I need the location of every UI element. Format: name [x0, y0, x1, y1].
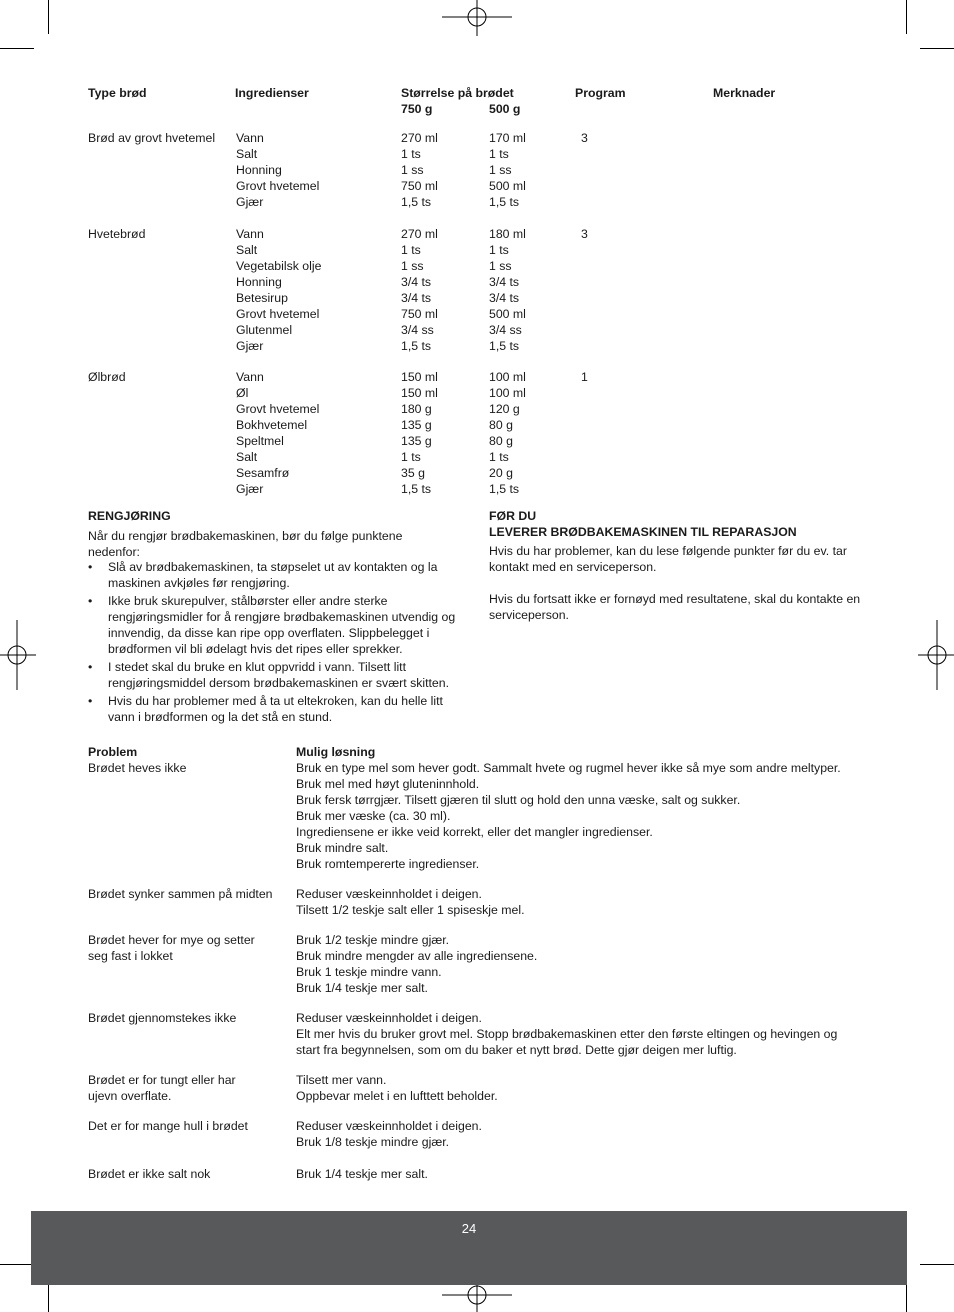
amount-500: 20 g: [489, 466, 513, 480]
amount-500: 80 g: [489, 418, 513, 432]
repair-paragraph-2: Hvis du fortsatt ikke er fornøyd med resultatene, skal du kontakte en serviceperson.: [489, 592, 861, 622]
ingredient-name: Glutenmel: [236, 323, 293, 337]
ingredient-name: Vann: [236, 227, 264, 241]
amount-500: 80 g: [489, 434, 513, 448]
header-program: Program: [575, 86, 626, 100]
problem-text: Brødet gjennomstekes ikke: [88, 1011, 237, 1025]
recipe-name: Ølbrød: [88, 370, 126, 384]
ingredient-name: Honning: [236, 163, 282, 177]
amount-500: 100 ml: [489, 370, 526, 384]
solution-text: Bruk 1/8 teskje mindre gjær.: [296, 1135, 450, 1149]
amount-750: 1 ss: [401, 163, 424, 177]
amount-500: 1 ss: [489, 163, 512, 177]
amount-500: 500 ml: [489, 179, 526, 193]
problem-text: seg fast i lokket: [88, 949, 173, 963]
cleaning-bullet: • Ikke bruk skurepulver, stålbørster eller andre sterke rengjøringsmidler for å rengjøre brødbakemaskinen utvendig og innvendig, da disse kan ripe opp overflaten. Slippbelegget i brødformen vil bli ødelagt hvis det ripes eller sprekker.: [88, 593, 466, 657]
solution-text: Elt mer hvis du bruker grovt mel. Stopp brødbakemaskinen etter den første eltingen og hevingen og: [296, 1027, 838, 1041]
ingredient-name: Honning: [236, 275, 282, 289]
cleaning-bullet: • Hvis du har problemer med å ta ut eltekroken, kan du helle litt vann i brødformen og la det stå en stund.: [88, 693, 466, 725]
cleaning-bullet-list: [88, 559, 466, 727]
ingredient-name: Salt: [236, 147, 258, 161]
amount-750: 150 ml: [401, 370, 438, 384]
cleaning-bullet: • I stedet skal du bruke en klut oppvridd i vann. Tilsett litt rengjøringsmiddel dersom brødbakemaskinen er svært skitten.: [88, 659, 466, 691]
solution-text: Bruk mel med høyt gluteninnhold.: [296, 777, 480, 791]
header-notes: Merknader: [713, 86, 776, 100]
amount-500: 100 ml: [489, 386, 526, 400]
amount-750: 270 ml: [401, 131, 438, 145]
ingredient-name: Sesamfrø: [236, 466, 290, 480]
cleaning-intro: Når du rengjør brødbakemaskinen, bør du følge punktene nedenfor:: [88, 529, 403, 559]
amount-500: 1,5 ts: [489, 195, 520, 209]
amount-750: 3/4 ss: [401, 323, 434, 337]
amount-750: 1,5 ts: [401, 195, 432, 209]
amount-750: 3/4 ts: [401, 275, 432, 289]
problem-text: Brødet er ikke salt nok: [88, 1167, 211, 1181]
ingredient-name: Grovt hvetemel: [236, 307, 320, 321]
repair-paragraph-1: Hvis du har problemer, kan du lese følgende punkter før du ev. tar kontakt med en serviceperson.: [489, 544, 847, 574]
crop-mark: [906, 0, 907, 34]
ingredient-name: Vann: [236, 370, 264, 384]
amount-500: 1 ss: [489, 259, 512, 273]
crop-mark: [48, 0, 49, 34]
solution-text: Bruk romtempererte ingredienser.: [296, 857, 480, 871]
solution-text: Tilsett 1/2 teskje salt eller 1 spiseskje mel.: [296, 903, 525, 917]
problem-text: Brødet hever for mye og setter: [88, 933, 255, 947]
solution-text: start fra begynnelsen, som om du baker et nytt brød. Dette gjør deigen mer luftig.: [296, 1043, 737, 1057]
amount-500: 500 ml: [489, 307, 526, 321]
recipe-name: Brød av grovt hvetemel: [88, 131, 216, 145]
recipe-name: Hvetebrød: [88, 227, 146, 241]
solution-text: Bruk 1/4 teskje mer salt.: [296, 981, 428, 995]
ingredient-name: Gjær: [236, 195, 264, 209]
header-solution: Mulig løsning: [296, 745, 376, 759]
solution-text: Bruk fersk tørrgjær. Tilsett gjæren til slutt og hold den unna væske, salt og sukker.: [296, 793, 741, 807]
solution-text: Bruk 1 teskje mindre vann.: [296, 965, 442, 979]
amount-500: 3/4 ts: [489, 291, 520, 305]
ingredient-name: Salt: [236, 450, 258, 464]
crop-mark: [920, 48, 954, 49]
amount-750: 750 ml: [401, 307, 438, 321]
crop-mark: [0, 1264, 34, 1265]
ingredient-name: Gjær: [236, 482, 264, 496]
amount-500: 170 ml: [489, 131, 526, 145]
amount-750: 1 ts: [401, 243, 421, 257]
crop-mark: [0, 48, 34, 49]
solution-text: Reduser væskeinnholdet i deigen.: [296, 1119, 482, 1133]
amount-750: 3/4 ts: [401, 291, 432, 305]
amount-750: 1 ts: [401, 450, 421, 464]
amount-750: 135 g: [401, 434, 432, 448]
problem-text: Brødet synker sammen på midten: [88, 887, 273, 901]
solution-text: Reduser væskeinnholdet i deigen.: [296, 887, 482, 901]
cleaning-heading: RENGJØRING: [88, 509, 171, 523]
registration-mark-icon: [918, 620, 954, 690]
header-size-750: 750 g: [401, 102, 433, 116]
registration-mark-icon: [0, 620, 36, 690]
amount-500: 1,5 ts: [489, 482, 520, 496]
recipe-program: 3: [581, 131, 588, 145]
solution-text: Tilsett mer vann.: [296, 1073, 387, 1087]
recipe-program: 1: [581, 370, 588, 384]
amount-750: 150 ml: [401, 386, 438, 400]
solution-text: Bruk mer væske (ca. 30 ml).: [296, 809, 451, 823]
ingredient-name: Bokhvetemel: [236, 418, 308, 432]
ingredient-name: Betesirup: [236, 291, 288, 305]
amount-750: 750 ml: [401, 179, 438, 193]
amount-750: 1,5 ts: [401, 339, 432, 353]
ingredient-name: Grovt hvetemel: [236, 179, 320, 193]
solution-text: Bruk mindre mengder av alle ingrediensene.: [296, 949, 538, 963]
ingredient-name: Salt: [236, 243, 258, 257]
cleaning-bullet: • Slå av brødbakemaskinen, ta støpselet ut av kontakten og la maskinen avkjøles før rengjøring.: [88, 559, 466, 591]
amount-500: 3/4 ss: [489, 323, 522, 337]
solution-text: Bruk 1/4 teskje mer salt.: [296, 1167, 428, 1181]
solution-text: Ingrediensene er ikke veid korrekt, eller det mangler ingredienser.: [296, 825, 653, 839]
page-number: 24: [461, 1221, 477, 1236]
header-size-500: 500 g: [489, 102, 521, 116]
solution-text: Reduser væskeinnholdet i deigen.: [296, 1011, 482, 1025]
header-size: Størrelse på brødet: [401, 86, 514, 100]
amount-750: 35 g: [401, 466, 425, 480]
solution-text: Oppbevar melet i en lufttett beholder.: [296, 1089, 498, 1103]
amount-750: 135 g: [401, 418, 432, 432]
amount-750: 270 ml: [401, 227, 438, 241]
recipe-program: 3: [581, 227, 588, 241]
problem-text: Det er for mange hull i brødet: [88, 1119, 248, 1133]
problem-text: Brødet er for tungt eller har: [88, 1073, 236, 1087]
amount-500: 180 ml: [489, 227, 526, 241]
solution-text: Bruk mindre salt.: [296, 841, 389, 855]
ingredient-name: Vegetabilsk olje: [236, 259, 322, 273]
amount-500: 3/4 ts: [489, 275, 520, 289]
ingredient-name: Øl: [236, 386, 249, 400]
amount-500: 1 ts: [489, 147, 509, 161]
amount-500: 1 ts: [489, 450, 509, 464]
ingredient-name: Vann: [236, 131, 264, 145]
problem-text: ujevn overflate.: [88, 1089, 172, 1103]
footer-bar: [31, 1211, 907, 1285]
amount-500: 1 ts: [489, 243, 509, 257]
repair-heading-line1: FØR DU: [489, 509, 537, 523]
amount-500: 1,5 ts: [489, 339, 520, 353]
amount-750: 1 ss: [401, 259, 424, 273]
header-type: Type brød: [88, 86, 147, 100]
amount-750: 1,5 ts: [401, 482, 432, 496]
solution-text: Bruk 1/2 teskje mindre gjær.: [296, 933, 450, 947]
solution-text: Bruk en type mel som hever godt. Sammalt hvete og rugmel hever ikke så mye som andre meltyper.: [296, 761, 841, 775]
header-ingredients: Ingredienser: [235, 86, 309, 100]
amount-750: 180 g: [401, 402, 432, 416]
ingredient-name: Grovt hvetemel: [236, 402, 320, 416]
registration-mark-icon: [442, 0, 512, 36]
ingredient-name: Speltmel: [236, 434, 284, 448]
crop-mark: [920, 1264, 954, 1265]
ingredient-name: Gjær: [236, 339, 264, 353]
header-problem: Problem: [88, 745, 138, 759]
amount-500: 120 g: [489, 402, 520, 416]
repair-heading-line2: LEVERER BRØDBAKEMASKINEN TIL REPARASJON: [489, 525, 797, 539]
amount-750: 1 ts: [401, 147, 421, 161]
problem-text: Brødet heves ikke: [88, 761, 187, 775]
